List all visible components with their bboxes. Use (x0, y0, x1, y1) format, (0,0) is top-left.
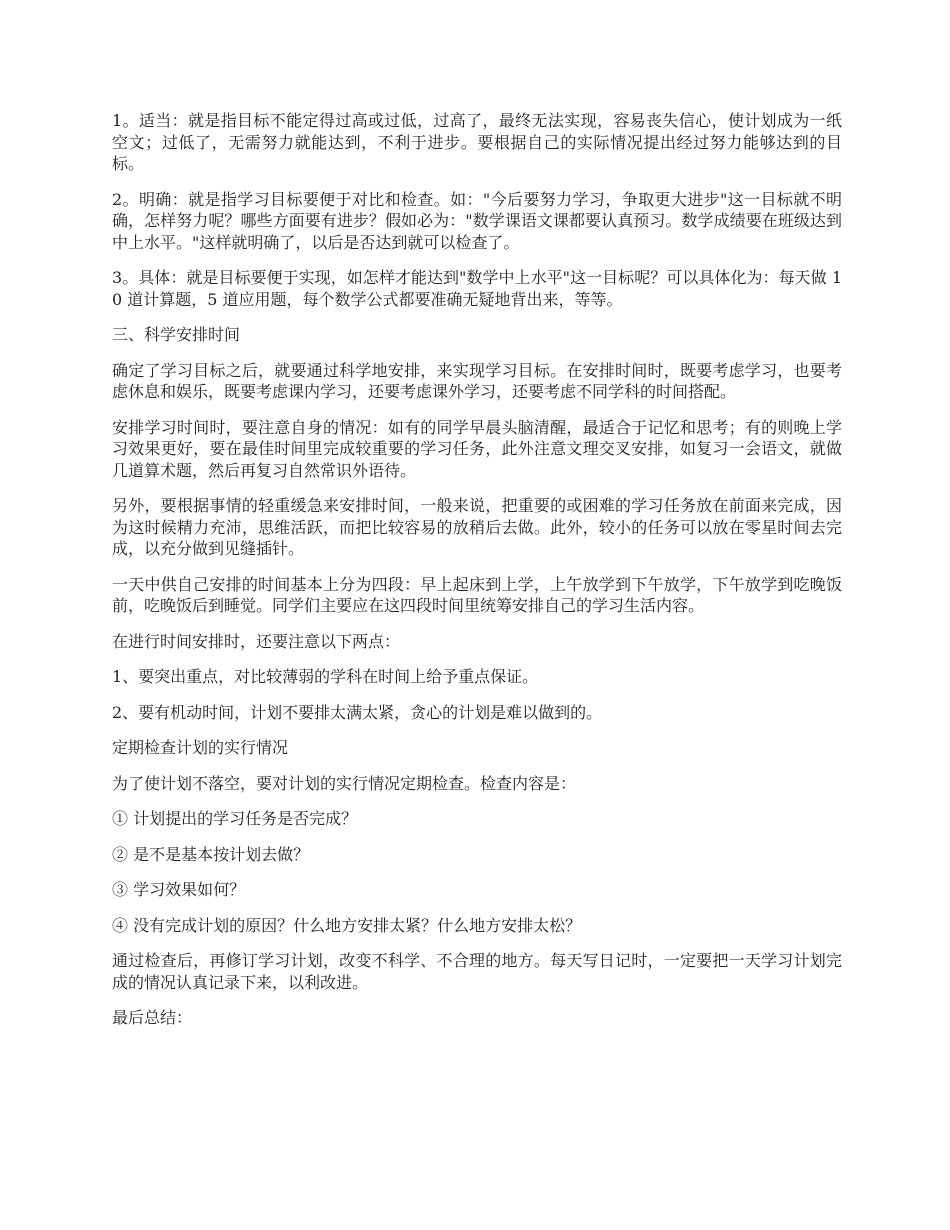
section-heading-schedule-time: 三、科学安排时间 (112, 325, 241, 344)
paragraph-goal-appropriate: 1。适当：就是指目标不能定得过高或过低，过高了，最终无法实现，容易丧失信心，使计划成为一纸空文；过低了，无需努力就能达到，不利于进步。要根据自己的实际情况提出经过努力能够达到的目标。 (112, 111, 842, 173)
paragraph-check-intro: 为了使计划不落空，要对计划的实行情况定期检查。检查内容是： (112, 773, 577, 793)
paragraph-schedule-priority: 另外，要根据事情的轻重缓急来安排时间，一般来说，把重要的或困难的学习任务放在前面来完成，因为这时候精力充沛，思维活跃，而把比较容易的放稍后去做。此外，较小的任务可以放在零星时间去完成，以充分做到见缝插针。 (112, 496, 842, 558)
list-item-point-1: 1、要突出重点，对比较薄弱的学科在时间上给予重点保证。 (112, 667, 539, 686)
list-item-check-3: ③ 学习效果如何？ (112, 880, 246, 899)
paragraph-schedule-intro: 确定了学习目标之后，就要通过科学地安排，来实现学习目标。在安排时间时，既要考虑学习，也要考虑休息和娱乐，既要考虑课内学习，还要考虑课外学习，还要考虑不同学科的时间搭配。 (112, 360, 842, 401)
paragraph-revise-plan: 通过检查后，再修订学习计划，改变不科学、不合理的地方。每天写日记时，一定要把一天学习计划完成的情况认真记录下来，以利改进。 (112, 951, 842, 992)
list-item-check-4: ④ 没有完成计划的原因？什么地方安排太紧？什么地方安排太松？ (112, 915, 582, 935)
paragraph-goal-clear: 2。明确：就是指学习目标要便于对比和检查。如："今后要努力学习，争取更大进步"这一目标就不明确，怎样努力呢？哪些方面要有进步？假如必为："数学课语文课都要认真预习。数学成绩要在班级达到中上水平。"这样就明确了，以后是否达到就可以检查了。 (112, 189, 842, 252)
section-heading-check-plan: 定期检查计划的实行情况 (112, 738, 289, 757)
list-item-point-2: 2、要有机动时间，计划不要排太满太紧，贪心的计划是难以做到的。 (112, 702, 603, 722)
paragraph-goal-specific: 3。具体：就是目标要便于实现，如怎样才能达到"数学中上水平"这一目标呢？可以具体化为：每天做 10 道计算题，5 道应用题，每个数学公式都要准确无疑地背出来，等等。 (112, 268, 842, 309)
paragraph-four-periods: 一天中供自己安排的时间基本上分为四段：早上起床到上学，上午放学到下午放学，下午放学到吃晚饭前，吃晚饭后到睡觉。同学们主要应在这四段时间里统筹安排自己的学习生活内容。 (112, 574, 842, 615)
list-item-check-2: ② 是不是基本按计划去做？ (112, 844, 310, 864)
list-item-check-1: ① 计划提出的学习任务是否完成？ (112, 809, 358, 828)
paragraph-two-points-intro: 在进行时间安排时，还要注意以下两点： (112, 631, 401, 651)
paragraph-schedule-personal: 安排学习时间时，要注意自身的情况：如有的同学早晨头脑清醒，最适合于记忆和思考；有的则晚上学习效果更好，要在最佳时间里完成较重要的学习任务，此外注意文理交叉安排，如复习一会语文，就做几道算术题，然后再复习自然常识外语待。 (112, 417, 842, 480)
paragraph-final-summary: 最后总结： (112, 1008, 193, 1027)
document-page (112, 110, 842, 1043)
